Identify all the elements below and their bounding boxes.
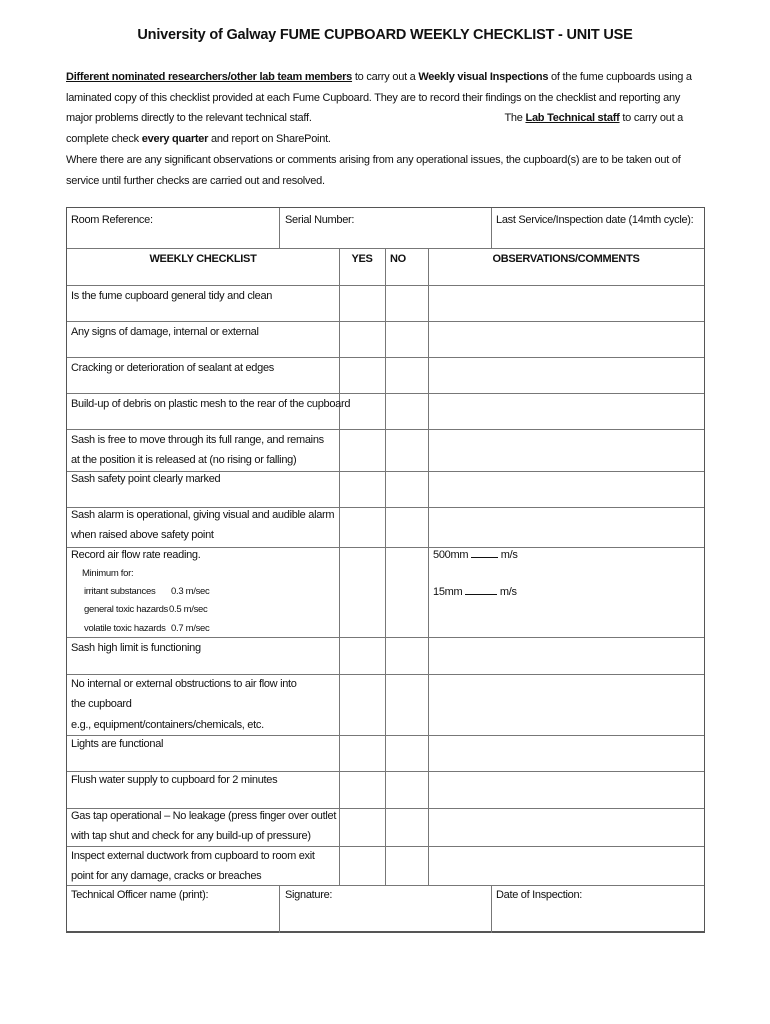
airflow-irritant-value: 0.3 m/sec (171, 586, 210, 597)
airflow-reading-15mm (433, 582, 517, 602)
reading-500mm-blank[interactable] (471, 547, 498, 558)
intro-text-part: to carry out a complete check (66, 112, 684, 146)
room-reference-label: Room Reference: (71, 214, 153, 226)
airflow-toxic: general toxic hazards (84, 604, 169, 615)
technical-officer-label: Technical Officer name (print): (71, 889, 209, 901)
airflow-minimum-for: Minimum for: (82, 568, 134, 579)
check-item-flush-water: Flush water supply to cupboard for 2 minutes (71, 774, 278, 786)
intro-paragraph-2: Where there are any significant observations or comments arising from any operational issues, the cupboard(s) are to be taken out of service until further checks are carried out and resolved. (66, 153, 681, 187)
check-item-damage: Any signs of damage, internal or external (71, 326, 259, 338)
checklist-table (66, 207, 705, 933)
date-of-inspection-label: Date of Inspection: (496, 889, 583, 901)
intro-text-part: of the fume cupboards using a laminated copy of this checklist provided at each Fume Cupboard. They are to record their findings on the checklist and reporting any major problems directly to the relevant technical staff. (66, 71, 692, 125)
intro-lab-staff: Lab Technical staff (525, 112, 620, 125)
reading-15mm-unit: m/s (499, 586, 517, 598)
intro-text (66, 67, 706, 191)
airflow-irritant: irritant substances (84, 586, 156, 597)
airflow-volatile: volatile toxic hazards (84, 623, 166, 634)
last-service-label: Last Service/Inspection date (14mth cycle): (496, 214, 694, 226)
intro-text-part: and report on SharePoint. (208, 133, 331, 146)
reading-500mm-label: 500mm (433, 549, 469, 561)
check-item-sash-free: Sash is free to move through its full range, and remains at the position it is released at (no rising or falling) (71, 434, 324, 466)
intro-text-part: The (504, 112, 526, 125)
col-weekly-checklist: WEEKLY CHECKLIST (149, 253, 257, 265)
check-item-lights: Lights are functional (71, 738, 164, 750)
check-item-sash-safety-point: Sash safety point clearly marked (71, 473, 221, 485)
airflow-toxic-value: 0.5 m/sec (169, 604, 208, 615)
reading-15mm-blank[interactable] (465, 584, 497, 595)
col-observations: OBSERVATIONS/COMMENTS (492, 253, 640, 265)
serial-number-label: Serial Number: (285, 214, 355, 226)
intro-every-quarter: every quarter (141, 133, 209, 146)
col-yes: YES (351, 253, 373, 265)
intro-weekly: Weekly visual Inspections (418, 71, 549, 83)
check-item-ductwork: Inspect external ductwork from cupboard to room exit point for any damage, cracks or breaches (71, 850, 315, 882)
intro-researchers: Different nominated researchers/other lab team members (66, 71, 353, 83)
check-item-sealant: Cracking or deterioration of sealant at edges (71, 362, 274, 374)
check-item-debris: Build-up of debris on plastic mesh to the rear of the cupboard (71, 398, 351, 410)
check-item-tidy: Is the fume cupboard general tidy and clean (71, 290, 273, 302)
airflow-reading-500mm (433, 545, 518, 565)
check-item-air-flow: Record air flow rate reading. (71, 549, 201, 561)
check-item-sash-alarm: Sash alarm is operational, giving visual and audible alarm when raised above safety point (71, 509, 335, 541)
airflow-volatile-value: 0.7 m/sec (171, 623, 210, 634)
check-item-obstructions-eg: e.g., equipment/containers/chemicals, etc. (71, 719, 264, 731)
col-no: NO (390, 253, 406, 265)
reading-500mm-unit: m/s (500, 549, 518, 561)
check-item-gas-tap: Gas tap operational – No leakage (press finger over outlet with tap shut and check for any build-up of pressure) (71, 810, 337, 842)
check-item-obstructions: No internal or external obstructions to air flow into the cupboard (71, 678, 297, 710)
reading-15mm-label: 15mm (433, 586, 463, 598)
signature-label: Signature: (285, 889, 333, 901)
intro-text-part: to carry out a (352, 71, 419, 83)
page-title: University of Galway FUME CUPBOARD WEEKLY CHECKLIST - UNIT USE (137, 27, 633, 43)
check-item-sash-high-limit: Sash high limit is functioning (71, 642, 201, 654)
